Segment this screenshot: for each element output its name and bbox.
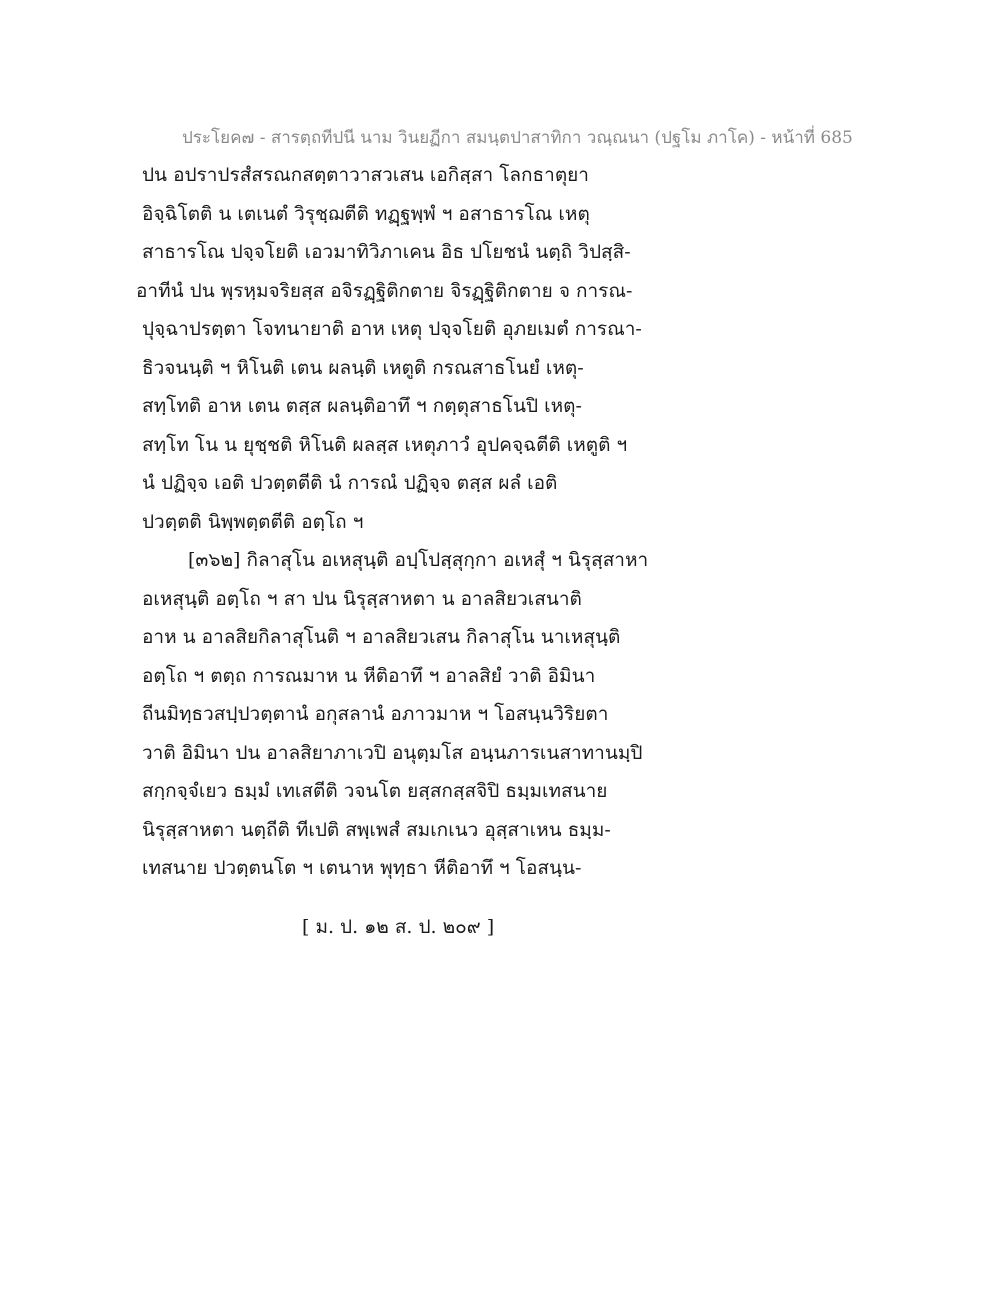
text-line: อิจฺฉิโตติ น เตเนตํ วิรุชฺฌตีติ ทฏฺฐพฺพํ ฯ อสาธารโณ เหตุ	[142, 202, 590, 225]
text-line: สทฺโท โน น ยุชฺชติ หิโนติ ผลสฺส เหตุภาวํ อุปคจฺฉตีติ เหตูติ ฯ	[142, 433, 628, 456]
text-line: ปุจฺฉาปรตฺตา โจทนายาติ อาห เหตุ ปจฺจโยติ อุภยเมตํ การณา-	[142, 318, 642, 340]
text-line: อาทีนํ ปน พฺรหฺมจริยสฺส อจิรฏฺฐิติกตาย จิรฏฺฐิติกตาย จ การณ-	[136, 279, 633, 302]
paragraph-2	[142, 541, 962, 888]
text-line: ธิวจนนฺติ ฯ หิโนติ เตน ผลนฺติ เหตูติ กรณสาธโนยํ เหตุ-	[142, 356, 584, 379]
text-line: วาติ อิมินา ปน อาลสิยาภาเวปิ อนุตฺมโส อนฺนภารเนสาทานมฺปิ	[142, 741, 643, 764]
text-line: นิรุสฺสาหตา นตฺถีติ ทีเปติ สพฺเพสํ สมเกเนว อุสฺสาเหน ธมฺม-	[142, 818, 611, 841]
paragraph-1	[136, 156, 962, 541]
body-text	[136, 156, 962, 888]
text-line: [๓๖๒] กิลาสุโน อเหสุนฺติ อปฺโปสฺสุกฺกา อเหสุํ ฯ นิรุสฺสาหา	[188, 549, 649, 571]
text-line: อาห น อาลสิยกิลาสุโนติ ฯ อาลสิยวเสน กิลาสุโน นาเหสุนฺติ	[142, 626, 621, 648]
text-line: สาธารโณ ปจฺจโยติ เอวมาทิวิภาเคน อิธ ปโยชนํ นตฺถิ วิปสฺสิ-	[142, 241, 631, 263]
text-line: สทฺโทติ อาห เตน ตสฺส ผลนฺติอาทึ ฯ กตฺตุสาธโนปิ เหตุ-	[142, 395, 582, 417]
text-line: อตฺโถ ฯ ตตฺถ การณมาห น หีติอาทึ ฯ อาลสิยํ วาติ อิมินา	[142, 664, 596, 687]
text-line: อเหสุนฺติ อตฺโถ ฯ สา ปน นิรุสฺสาหตา น อาลสิยวเสนาติ	[142, 587, 582, 610]
text-line: นํ ปฏิจฺจ เอติ ปวตฺตตีติ นํ การณํ ปฏิจฺจ ตสฺส ผลํ เอติ	[142, 472, 558, 494]
footnote-reference: [ ม. ป. ๑๒ ส. ป. ๒๐๙ ]	[302, 916, 495, 938]
running-header: ประโยค๗ - สารตฺถทีปนี นาม วินยฏีกา สมนฺตปาสาทิกา วณฺณนา (ปฐโม ภาโค) - หน้าที่ 685	[182, 128, 853, 148]
text-line: ถีนมิทฺธวสปฺปวตฺตานํ อกุสลานํ อภาวมาห ฯ โอสนฺนวิริยตา	[142, 703, 609, 725]
text-line: สกฺกจฺจํเยว ธมฺมํ เทเสตีติ วจนโต ยสฺสกสฺสจิปิ ธมฺมเทสนาย	[142, 780, 608, 802]
text-line: ปน อปราปรสํสรณกสตฺตาวาสวเสน เอกิสฺสา โลกธาตุยา	[142, 164, 589, 186]
text-line: ปวตฺตติ นิพฺพตฺตตีติ อตฺโถ ฯ	[142, 510, 364, 533]
text-line: เทสนาย ปวตฺตนโต ฯ เตนาห พุทฺธา หีติอาทึ ฯ โอสนฺน-	[142, 857, 582, 879]
